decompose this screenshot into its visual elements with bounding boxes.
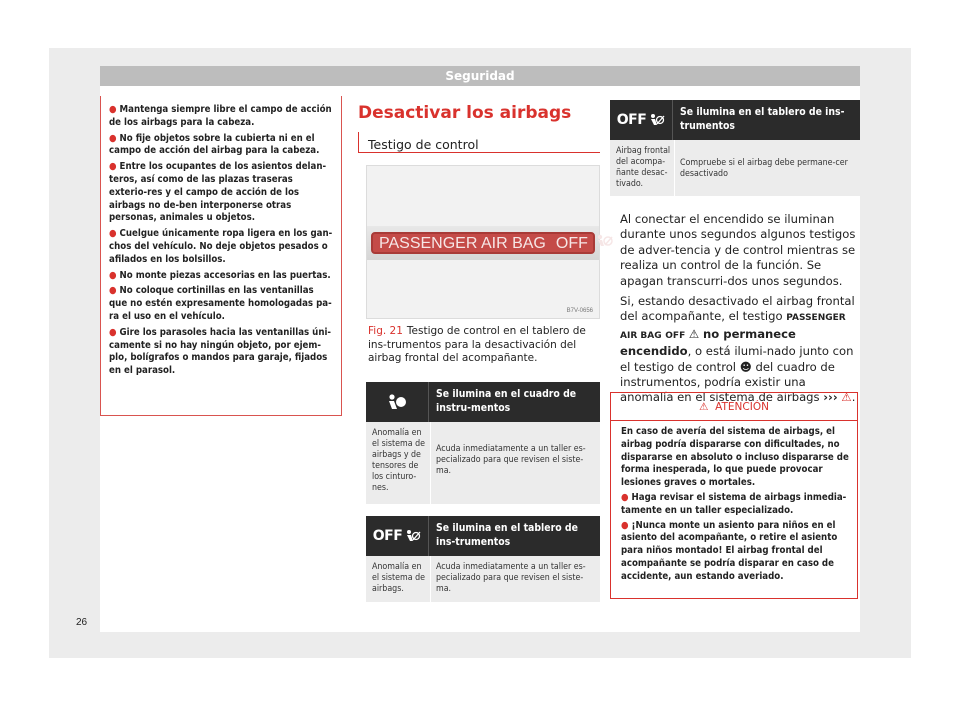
airbag-off-icon: OFF [366,516,429,556]
airbag-off-icon [595,234,615,250]
cross-reference-arrows[interactable]: ››› [823,390,838,405]
warning-list [109,104,333,378]
table-header: OFF Se ilumina en el tablero de ins-trumentos [610,100,860,140]
attention-item: ● Haga revisar el sistema de airbags inmedia-tamente en un taller especializado. [621,491,847,516]
bullet-icon: ● [109,326,117,338]
table-header: Se ilumina en el cuadro de instru-mentos [366,382,600,422]
figure-caption: Fig. 21 Testigo de control en el tablero de ins-trumentos para la desactivación del airbag frontal del acompañante. [368,325,586,364]
bullet-icon: ● [109,104,117,115]
warning-item: ● No monte piezas accesorias en las puertas. [109,269,331,281]
attention-item: ● ¡Nunca monte un asiento para niños en el asiento del acompañante, o retire el asiento para niños montado! El airbag frontal del acompañante se podría disparar en caso de accidente, aun estando averiado. [621,519,838,582]
bullet-icon: ● [109,161,117,173]
bullet-icon: ● [109,269,117,281]
table-cell-action: Acuda inmediatamente a un taller es-pecializado para que revisen el siste-ma. [436,562,586,594]
paragraph-anomaly: Si, estando desactivado el airbag frontal del acompañante, el testigo PASSENGER AIR BAG OFF ⚠ no permanece encendido, o está ilumi-nado junto con el testigo de control ☻ del cuadro de instrumentos, podría existir una anomalía en el sistema de airbags ››› ⚠. [620,294,856,405]
indicator-table-off [366,516,600,602]
table-separator [674,140,675,196]
figure-label: Fig. 21 [368,325,403,337]
airbag-off-icon: OFF [610,100,673,140]
table-separator [430,556,431,602]
page-header: Seguridad [100,66,860,86]
table-cell-condition: Airbag frontal del acompa-ñante desac-tivado. [616,146,671,189]
table-separator [430,422,431,504]
warning-item: ● Gire los parasoles hacia las ventanillas úni-camente si no hay ningún objeto, por ejem-plo, bolígrafos o mandos para garaje, fijados en el parasol. [109,326,332,377]
attention-body [621,426,849,586]
passenger-airbag-label: PASSENGER AIR BAG [620,313,846,341]
airbag-icon [366,382,429,422]
attention-box [610,392,858,599]
warning-triangle-icon: ⚠ [699,401,709,413]
table-cell-action: Compruebe si el airbag debe permane-cer desactivado [680,158,848,179]
airbag-off-icon: ⚠ [688,326,700,341]
dashboard-strip [367,226,599,260]
table-cell-action: Acuda inmediatamente a un taller es-pecializado para que revisen el siste-ma. [436,444,586,476]
table-header: OFF Se ilumina en el tablero de ins-trumentos [366,516,600,556]
paragraph-intro: Al conectar el encendido se iluminan durante unos segundos algunos testigos de adver-tencia y de control mientras se realiza un control de la función. Se apagan transcurri-dos unos segundos. [620,212,856,288]
figure-image [366,165,600,319]
attention-title: ⚠ ATENCIÓN [699,401,769,413]
table-cell-condition: Anomalía en el sistema de airbags y de tensores de los cinturo-nes. [372,428,425,493]
warning-item: ● Entre los ocupantes de los asientos delan-teros, así como de las plazas traseras exterio-res y el campo de acción de los airbags no de-ben interponerse otras personas, animales u objetos. [109,161,327,224]
airbag-icon: ☻ [739,359,752,374]
warning-item: ● Cuelgue únicamente ropa ligera en los gan-chos del vehículo. No deje objetos pesados o afilados en los bolsillos. [109,228,333,265]
warning-triangle-icon[interactable]: ⚠ [841,390,852,405]
indicator-table-airbag [366,382,600,504]
subtitle-rule [358,152,600,153]
page-number: 26 [76,617,88,628]
bullet-icon: ● [109,285,117,297]
attention-text: En caso de avería del sistema de airbags, el airbag podría dispararse con dificultades, no dispararse en absoluto o incluso dispararse de forma inesperada, lo que puede provocar lesiones graves o mortales. [621,426,849,489]
attention-rule [611,420,857,421]
bullet-icon: ● [109,228,117,240]
bullet-icon: ● [109,132,117,144]
section-title: Desactivar los airbags [358,103,572,123]
bullet-icon: ● [621,491,629,503]
off-label: OFF [665,330,686,341]
subtitle-divider [358,132,359,153]
warning-item: ● No fije objetos sobre la cubierta ni en el campo de acción del airbag para la cabeza. [109,132,320,157]
warning-item: ● Mantenga siempre libre el campo de acción de los airbags para la cabeza. [109,104,332,128]
passenger-airbag-off-lamp: PASSENGER AIR BAG OFF [371,232,595,254]
warning-box [100,96,342,416]
section-subtitle: Testigo de control [368,137,479,152]
figure-code: B7V-0656 [566,308,593,314]
warning-item: ● No coloque cortinillas en las ventanillas que no estén expresamente homologadas pa-ra el uso en el vehículo. [109,285,332,322]
table-cell-condition: Anomalía en el sistema de airbags. [372,562,425,594]
bullet-icon: ● [621,519,629,531]
indicator-table-off-deactivated [610,100,860,196]
